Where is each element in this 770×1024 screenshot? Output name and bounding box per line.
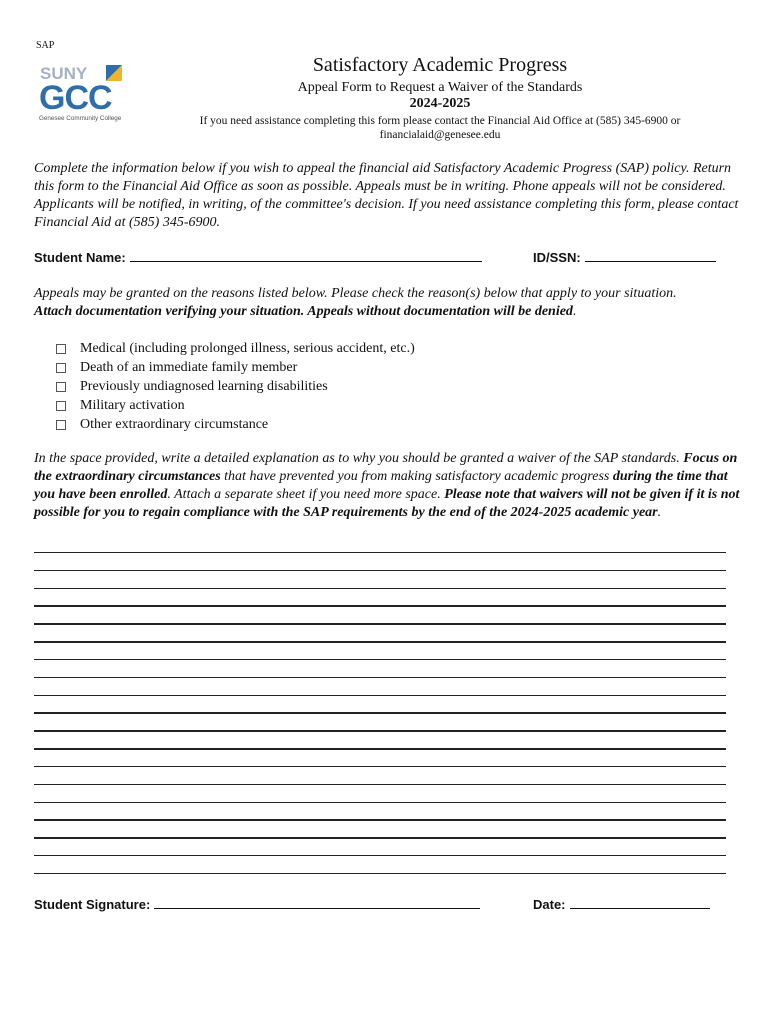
id-ssn-label: ID/SSN: xyxy=(533,250,581,265)
answer-line[interactable] xyxy=(34,784,726,785)
reason-checkbox[interactable] xyxy=(56,420,66,430)
explanation-emphasis: during the time that you have been enrolled xyxy=(34,469,728,502)
svg-text:GCC: GCC xyxy=(39,79,112,117)
answer-line[interactable] xyxy=(34,588,726,589)
answer-line[interactable] xyxy=(34,695,726,696)
reason-item xyxy=(56,358,415,377)
reason-label: Medical (including prolonged illness, serious accident, etc.) xyxy=(80,341,415,356)
reason-label: Other extraordinary circumstance xyxy=(80,417,269,432)
explanation-text: that have prevented you from making satisfactory academic progress xyxy=(220,469,613,484)
reasons-instructions xyxy=(34,285,746,321)
student-name-label: Student Name: xyxy=(34,250,126,265)
answer-line[interactable] xyxy=(34,712,726,713)
form-code: SAP xyxy=(36,40,55,51)
reason-checkbox[interactable] xyxy=(56,401,66,411)
documentation-warning: Attach documentation verifying your situation. Appeals without documentation will be denied xyxy=(34,304,573,319)
explanation-instructions xyxy=(34,450,746,522)
explanation-text: In the space provided, write a detailed explanation as to why you should be granted a waiver of the SAP standards. xyxy=(34,451,680,466)
academic-year: 2024-2025 xyxy=(409,96,471,111)
explanation-text: . xyxy=(657,505,662,520)
signature-row xyxy=(34,896,480,914)
suny-gcc-logo xyxy=(38,62,130,122)
answer-line[interactable] xyxy=(34,766,726,767)
reason-item xyxy=(56,377,415,396)
reason-label: Military activation xyxy=(80,398,185,413)
answer-line[interactable] xyxy=(34,623,726,624)
id-ssn-field[interactable] xyxy=(585,249,716,262)
answer-line[interactable] xyxy=(34,748,726,749)
explanation-emphasis: Focus on the extraordinary circumstances xyxy=(34,451,738,484)
svg-text:Genesee Community College: Genesee Community College xyxy=(39,115,122,122)
reason-checkbox[interactable] xyxy=(56,344,66,354)
date-row xyxy=(533,896,710,914)
answer-line[interactable] xyxy=(34,855,726,856)
contact-info xyxy=(150,114,730,142)
form-title: Satisfactory Academic Progress xyxy=(312,54,568,76)
answer-line[interactable] xyxy=(34,641,726,642)
reasons-instructions-text: Appeals may be granted on the reasons listed below. Please check the reason(s) below that apply to your situation. xyxy=(34,286,677,301)
date-label: Date: xyxy=(533,897,566,912)
answer-line[interactable] xyxy=(34,873,726,874)
answer-line[interactable] xyxy=(34,570,726,571)
explanation-text: . Attach a separate sheet if you need more space. xyxy=(167,487,445,502)
student-name-field[interactable] xyxy=(130,249,482,262)
reason-item xyxy=(56,396,415,415)
reason-checkbox[interactable] xyxy=(56,363,66,373)
answer-line[interactable] xyxy=(34,677,726,678)
answer-line[interactable] xyxy=(34,659,726,660)
signature-field[interactable] xyxy=(154,896,480,909)
student-name-row xyxy=(34,249,482,267)
signature-label: Student Signature: xyxy=(34,897,151,912)
answer-line[interactable] xyxy=(34,837,726,838)
id-ssn-row xyxy=(533,249,716,267)
answer-line[interactable] xyxy=(34,605,726,606)
reason-checkbox[interactable] xyxy=(56,382,66,392)
answer-line[interactable] xyxy=(34,802,726,803)
waiver-warning: Please note that waivers will not be given if it is not possible for you to regain compliance with the SAP requirements by the end of the 2024-2025 academic year xyxy=(34,487,740,520)
instructions-paragraph: Complete the information below if you wish to appeal the financial aid Satisfactory Academic Progress (SAP) policy. Return this form to the Financial Aid Office as soon as possible. Appeals must be in writing. Phone appeals will not be considered. Applicants will be notified, in writing, of the committee's decision. If you need assistance completing this form, please contact Financial Aid at (585) 345-6900. xyxy=(34,161,739,230)
reason-item xyxy=(56,415,415,434)
answer-line[interactable] xyxy=(34,730,726,731)
reason-label: Previously undiagnosed learning disabilities xyxy=(80,379,328,394)
answer-line[interactable] xyxy=(34,552,726,553)
reasons-list xyxy=(56,339,415,434)
reasons-instructions-end: . xyxy=(572,304,577,319)
svg-text:SUNY: SUNY xyxy=(40,64,88,83)
reason-item xyxy=(56,339,415,358)
form-subtitle: Appeal Form to Request a Waiver of the Standards xyxy=(297,80,583,95)
answer-line[interactable] xyxy=(34,819,726,820)
date-field[interactable] xyxy=(570,896,710,909)
explanation-writing-area[interactable] xyxy=(34,552,726,891)
reason-label: Death of an immediate family member xyxy=(80,360,298,375)
contact-line: If you need assistance completing this form please contact the Financial Aid Office at (585) 345-6900 or xyxy=(199,115,681,127)
contact-email: financialaid@genesee.edu xyxy=(379,129,501,141)
